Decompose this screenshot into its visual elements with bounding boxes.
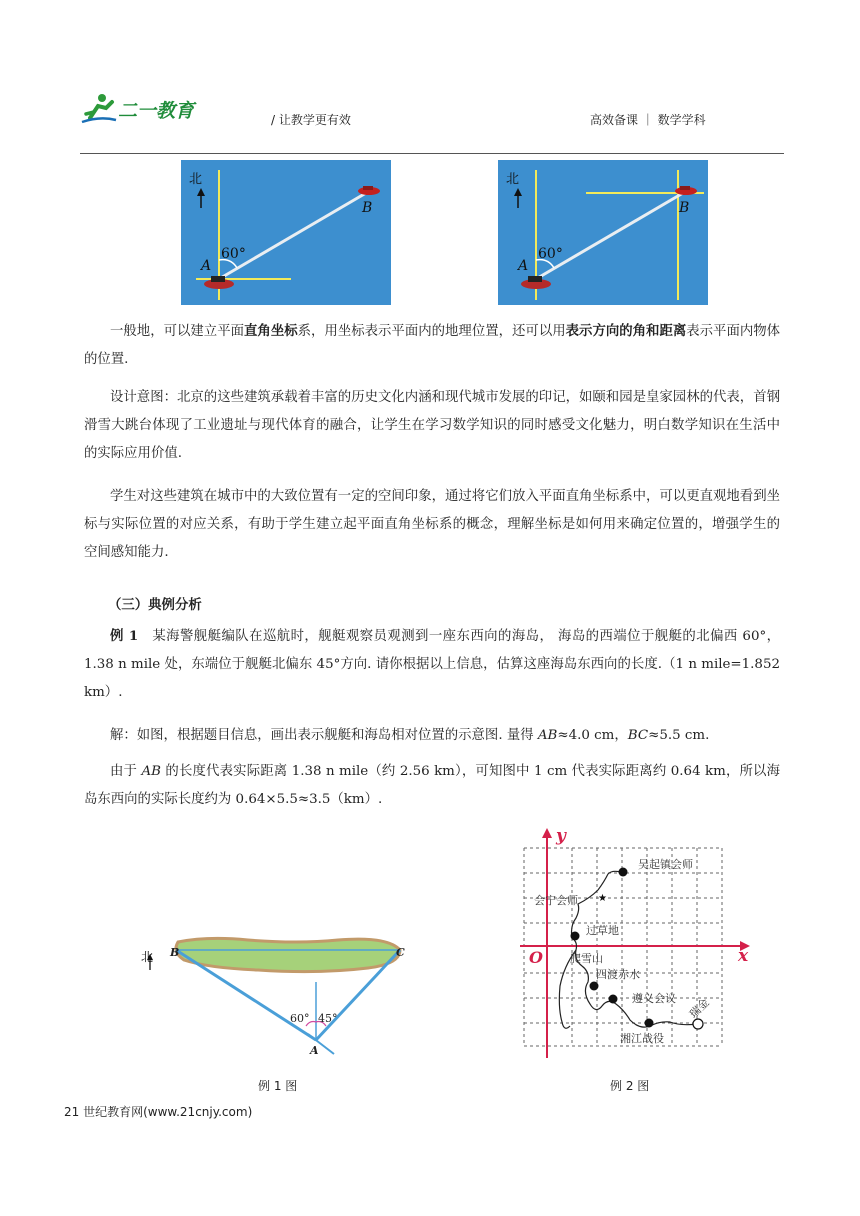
point-b-label: B [362, 200, 373, 216]
map-label: 四渡赤水 [596, 968, 640, 981]
point-a-label: A [518, 258, 529, 274]
point-b-label: B [679, 200, 690, 216]
point-a-label: A [201, 258, 212, 274]
header-slogan: / 让教学更有效 [271, 113, 351, 127]
section-title: （三）典例分析 [108, 597, 202, 613]
paragraph-student-perception: 学生对这些建筑在城市中的大致位置有一定的空间印象，通过将它们放入平面直角坐标系中，可以更直观地看到坐标与实际位置的对应关系，有助于学生建立起平面直角坐标系的概念，理解坐标是如何用来确定位置的，增强学生的空间感知能力. [84, 489, 780, 560]
angle-label: 60° [221, 246, 246, 262]
map-label: 会宁会师 [534, 894, 578, 907]
origin-label: O [529, 948, 543, 967]
angle-60-label: 60° [290, 1012, 310, 1025]
figure-direction-2 [498, 160, 708, 305]
paragraph-coordinates: 一般地，可以建立平面直角坐标系，用坐标表示平面内的地理位置，还可以用表示方向的角和距离表示平面内物体的位置. [84, 323, 781, 367]
example-1-label: 例 1 [110, 628, 139, 644]
header-right: 高效备课 ｜ 数学学科 [590, 113, 706, 127]
figure-direction-1 [181, 160, 391, 305]
angle-label: 60° [538, 246, 563, 262]
angle-45-label: 45° [318, 1012, 338, 1025]
solution-line-1: 解：如图，根据题目信息，画出表示舰艇和海岛相对位置的示意图. 量得 AB≈4.0 cm，BC≈5.5 cm. [110, 728, 710, 743]
north-label: 北 [506, 172, 520, 187]
map-label: 遵义会议 [632, 992, 676, 1005]
map-label: 爬雪山 [570, 952, 603, 965]
map-label: 湘江战役 [620, 1032, 664, 1045]
north-label: 北 [141, 950, 154, 964]
map-label: 瑞金 [686, 995, 712, 1021]
logo-text: 二一教育 [118, 100, 195, 122]
footer-source: 21 世纪教育网(www.21cnjy.com) [64, 1105, 253, 1119]
north-label: 北 [189, 172, 203, 187]
point-a-label: A [310, 1044, 319, 1057]
caption-example-2: 例 2 图 [610, 1079, 650, 1093]
map-label: 过草地 [586, 924, 619, 937]
paragraph-design-intent: 设计意图：北京的这些建筑承载着丰富的历史文化内涵和现代城市发展的印记，如颐和园是皇家园林的代表，首钢滑雪大跳台体现了工业遗址与现代体育的融合，让学生在学习数学知识的同时感受文化魅力，明白数学知识在生活中的实际应用价值. [84, 390, 780, 461]
map-label: 吴起镇会师 [638, 858, 693, 871]
point-b-label: B [170, 946, 180, 959]
header-divider [80, 153, 784, 154]
figure-island [138, 930, 418, 1060]
svg-text:★: ★ [598, 893, 607, 904]
example-1-text: 例 1 某海警舰艇编队在巡航时，舰艇观察员观测到一座东西向的海岛， 海岛的西端位于舰艇的北偏西 60°，1.38 n mile 处，东端位于舰艇北偏东 45°方向. 请你根据以上信息，估算这座海岛东西向的长度.（1 n mile=1.852 km）. [84, 628, 780, 700]
x-axis-label: x [738, 946, 749, 966]
y-axis-label: y [556, 826, 566, 846]
solution-line-2: 由于 AB 的长度代表实际距离 1.38 n mile（约 2.56 km），可知图中 1 cm 代表实际距离约 0.64 km，所以海岛东西向的实际长度约为 0.64×5.5≈3.5（km）. [84, 764, 780, 807]
point-c-label: C [396, 946, 405, 959]
figure-long-march-map [520, 826, 760, 1064]
caption-example-1: 例 1 图 [258, 1079, 298, 1093]
